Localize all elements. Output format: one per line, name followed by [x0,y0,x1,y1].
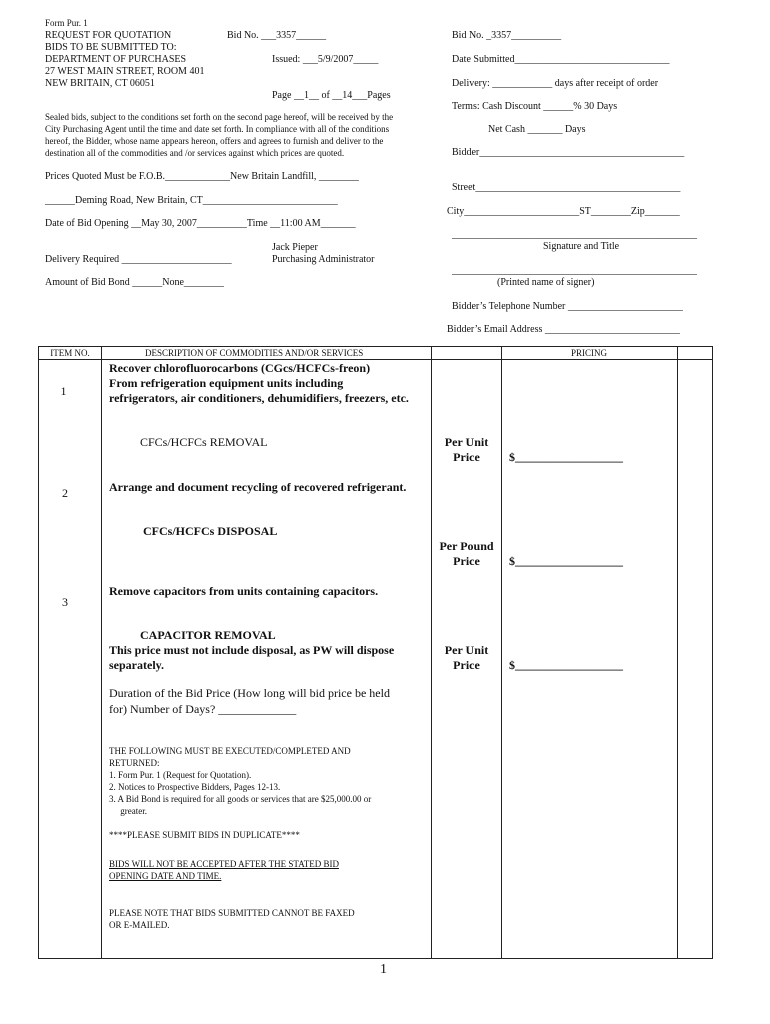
street-field[interactable]: Street_________________________________________ [452,182,681,193]
item-1-description-line-1: Recover chlorofluorocarbons (CGcs/HCFCs-freon) [109,361,371,375]
item-1-description-line-2: From refrigeration equipment units including [109,376,344,390]
fax-note-line-2: OR E-MAILED. [109,920,170,930]
instructions-item-3: 3. A Bid Bond is required for all goods or services that are $25,000.00 or [109,794,372,804]
table-bottom-border [38,958,713,959]
bidder-field[interactable]: Bidder_________________________________________ [452,147,685,158]
item-1-unit-line-1: Per Unit [444,435,489,449]
item-3-description: Remove capacitors from units containing capacitors. [109,584,379,598]
duplicate-notice: ****PLEASE SUBMIT BIDS IN DUPLICATE**** [109,830,300,840]
issued-date: Issued: ___5/9/2007_____ [272,54,379,65]
table-col-divider-1 [101,346,102,959]
not-accepted-line-2: OPENING DATE AND TIME. [109,871,222,881]
signature-line[interactable]: _________________________________________________ [452,229,697,240]
item-2-unit-line-2: Price [453,554,480,568]
fob-line-2: ______Deming Road, New Britain, CT___________________________ [45,195,338,206]
form-number: Form Pur. 1 [45,18,88,28]
sealed-bids-line-4: destination all of the commodities and /or services against which prices are quoted. [45,148,345,158]
item-2-service-name: CFCs/HCFCs DISPOSAL [143,524,278,538]
table-header-border [38,359,713,360]
item-3-service-name: CAPACITOR REMOVAL [140,628,276,642]
item-3-number: 3 [62,595,68,609]
item-3-unit-line-1: Per Unit [444,643,489,657]
table-right-border [712,346,713,959]
sealed-bids-line-2: City Purchasing Agent until the time and date set forth. In compliance with all of the conditions [45,124,390,134]
table-col-divider-4 [677,346,678,959]
bid-opening: Date of Bid Opening __May 30, 2007__________Time __11:00 AM_______ [45,218,356,229]
item-3-note-line-2: separately. [109,658,164,672]
telephone-field[interactable]: Bidder’s Telephone Number _______________________ [452,301,683,312]
instructions-line-1: THE FOLLOWING MUST BE EXECUTED/COMPLETED AND [109,746,351,756]
page-count: Page __1__ of __14___Pages [272,90,391,101]
table-col-divider-3 [501,346,502,959]
header-description: DESCRIPTION OF COMMODITIES AND/OR SERVICES [145,348,364,358]
item-1-price-field[interactable]: $__________________ [509,450,623,464]
duration-line-1: Duration of the Bid Price (How long will bid price be held [109,686,390,700]
delivery-required: Delivery Required ______________________ [45,254,232,265]
printed-name-line[interactable]: _________________________________________________ [452,265,697,276]
item-3-note-line-1: This price must not include disposal, as PW will dispose [109,643,395,657]
printed-name-label: (Printed name of signer) [497,277,595,288]
header-item-no: ITEM NO. [50,348,90,358]
bid-bond: Amount of Bid Bond ______None________ [45,277,224,288]
fax-note-line-1: PLEASE NOTE THAT BIDS SUBMITTED CANNOT BE FAXED [109,908,355,918]
item-2-number: 2 [62,486,68,500]
instructions-line-2: RETURNED: [109,758,160,768]
cash-discount-field[interactable]: Terms: Cash Discount ______% 30 Days [452,101,618,112]
item-2-unit-line-1: Per Pound [439,539,494,553]
department-name: DEPARTMENT OF PURCHASES [45,54,187,65]
header-pricing: PRICING [571,348,608,358]
table-top-border [38,346,713,347]
bid-number: Bid No. ___3357______ [227,30,327,41]
duration-line-2[interactable]: for) Number of Days? _____________ [109,702,297,716]
item-2-price-field[interactable]: $__________________ [509,554,623,568]
table-left-border [38,346,39,959]
signature-title-label: Signature and Title [543,241,620,252]
city-state-zip-field[interactable]: City_______________________ST________Zip_______ [447,206,680,217]
department-street: 27 WEST MAIN STREET, ROOM 401 [45,66,205,77]
item-3-unit-line-2: Price [453,658,480,672]
page-number: 1 [380,962,387,977]
fob-line-1: Prices Quoted Must be F.O.B._____________New Britain Landfill, ________ [45,171,359,182]
item-3-price-field[interactable]: $__________________ [509,658,623,672]
delivery-days-field[interactable]: Delivery: ____________ days after receipt of order [452,78,659,89]
form-title: REQUEST FOR QUOTATION [45,30,172,41]
agent-title: Purchasing Administrator [272,254,375,265]
department-city: NEW BRITAIN, CT 06051 [45,78,155,89]
sealed-bids-line-3: hereof, the Bidder, whose name appears hereon, offers and agrees to furnish and deliver to the [45,136,384,146]
agent-name: Jack Pieper [272,242,318,253]
not-accepted-line-1: BIDS WILL NOT BE ACCEPTED AFTER THE STATED BID [109,859,339,869]
bids-to-label: BIDS TO BE SUBMITTED TO: [45,42,177,53]
instructions-item-3-cont: greater. [109,806,147,816]
net-cash-field[interactable]: Net Cash _______ Days [488,124,586,135]
date-submitted-field[interactable]: Date Submitted_______________________________ [452,54,670,65]
item-1-description-line-3: refrigerators, air conditioners, dehumidifiers, freezers, etc. [109,391,409,405]
item-1-service-name: CFCs/HCFCs REMOVAL [140,435,268,449]
item-1-number: 1 [60,384,67,398]
sealed-bids-line-1: Sealed bids, subject to the conditions set forth on the second page hereof, will be received by the [45,112,394,122]
instructions-item-1: 1. Form Pur. 1 (Request for Quotation). [109,770,252,780]
item-2-description: Arrange and document recycling of recovered refrigerant. [109,480,407,494]
email-field[interactable]: Bidder’s Email Address ___________________________ [447,324,680,335]
instructions-item-2: 2. Notices to Prospective Bidders, Pages 12-13. [109,782,281,792]
bidder-bid-number: Bid No. _3357__________ [452,30,562,41]
item-1-unit-line-2: Price [453,450,480,464]
